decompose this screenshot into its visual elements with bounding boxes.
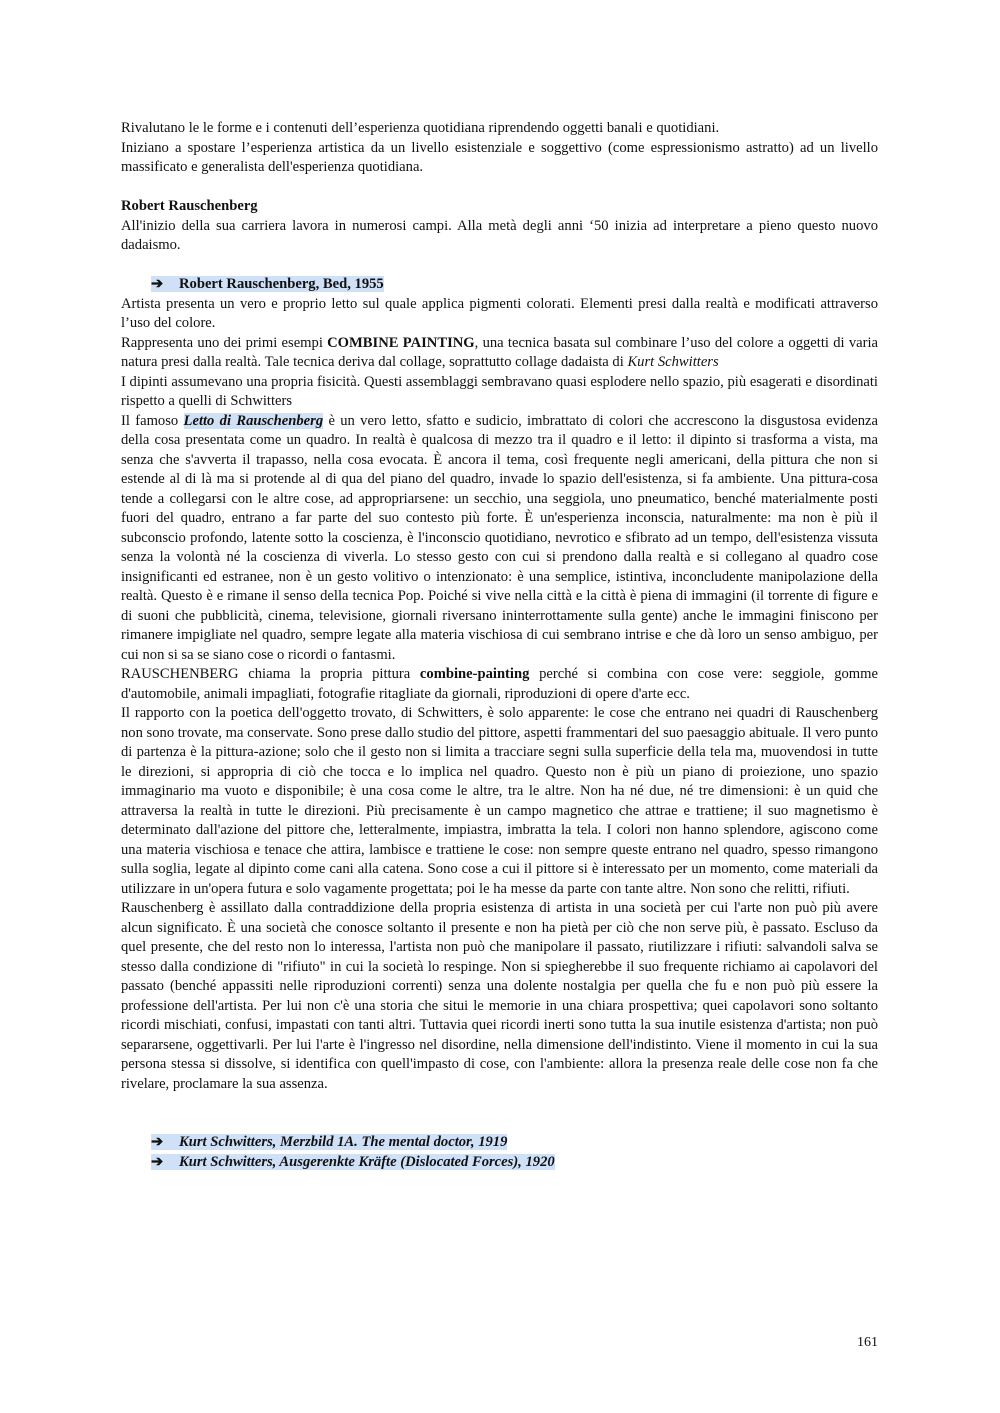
bullet-text: Kurt Schwitters, Ausgerenkte Kräfte (Dislocated Forces), 1920 [179,1153,555,1170]
section-intro: All'inizio della sua carriera lavora in numerosi campi. Alla metà degli anni ‘50 inizia ad interpretare a pieno questo nuovo dadaismo. [121,217,878,253]
paragraph-5 [121,665,878,704]
bullet-merzbild [121,1133,878,1153]
arrow-right-icon: ➔ [151,1134,164,1150]
paragraph-1: Artista presenta un vero e proprio letto sul quale applica pigmenti colorati. Elementi presi dalla realtà e modificati attraverso l’uso del colore. [121,295,878,331]
text-run: è un vero letto, sfatto e sudicio, imbrattato di colori che accrescono la disgustosa evidenza della cosa presentata come un quadro. In realtà è qualcosa di mezzo tra il quadro e il letto: il dipinto si trasforma a vista, ma senza che s'avverta il trapasso, nella cosa evocata. È ancora il tema, così frequente negli americani, della pittura che non si estende al di là ma si protende al di qua del piano del quadro, invade lo spazio dell'esistenza, si fa ambiente. Una pittura-cosa tende a collegarsi con le altre cose, ad appropriarsene: un secchio, una seggiola, uno pneumatico, benché materialmente posti fuori del quadro, entrano a far parte del suo contesto più forte. È un'esperienza inconscia, naturalmente: ma non è più il subconscio profondo, latente sotto la coscienza, è l'inconscio quotidiano, nevrotico e sfibrato ad un tempo, dell'esistenza vissuta senza la volontà né la coscienza di viverla. Lo stesso gesto con cui si prendono dalla realtà e si collegano al quadro cose insignificanti ed estranee, non è un gesto volitivo o intenzionato: è una semplice, istintiva, inconcludente manipolazione della realtà. Questo è e rimane il senso della tecnica Pop. Poiché si vive nella città e la città è piena di immagini (il torrente di figure e di suoni che pubblicità, cinema, televisione, giornali riversano ininterrottamente sulla gente) anche le immagini finiscono per rimanere impigliate nel quadro, sempre legate alla materia vischiosa di cui sembrano intrise e che dà loro un senso ambiguo, per cui non si sa se siano cose o ricordi o fantasmi. [121,412,878,663]
page-number: 161 [857,1335,878,1350]
bullet-artwork-bed [121,275,878,295]
paragraph-2 [121,334,878,373]
arrow-right-icon: ➔ [151,1153,164,1170]
term-combine-painting-lower: combine-painting [419,666,530,682]
spacer [121,1114,878,1134]
intro-line-1: Rivalutano le le forme e i contenuti dell’esperienza quotidiana riprendendo oggetti banali e quotidiani. [121,120,720,136]
bullet-ausgerenkte [121,1153,878,1173]
bullet-highlight [151,1154,555,1170]
paragraph-6: Il rapporto con la poetica dell'oggetto trovato, di Schwitters, è solo apparente: le cose che entrano nei quadri di Rauschenberg non sono trovate, ma conservate. Sono prese dallo studio del pittore, aspetti frammentari del suo paesaggio abituale. Il vero punto di partenza è la pittura-azione; solo che il gesto non si limita a tracciare segni sulla superficie della tela ma, muovendosi in tutte le direzioni, si appropria di ciò che tocca e lo implica nel quadro. Questo non è più un piano di proiezione, uno spazio immaginario ma vuoto e disponibile; è una cosa come le altre, tra le altre. Non ha né due, né tre dimensioni: è un quid che attraversa la realtà in tutte le direzioni. Più precisamente è un campo magnetico che attrae e trattiene; il suo magnetismo è determinato dall'azione del pittore che, letteralmente, impiastra, imbratta la tela. I colori non hanno splendore, agiscono come una materia vischiosa e tenace che attira, lambisce e trattiene le cose: non sempre queste entrano nel quadro, spesso rimangono sulla soglia, legate al dipinto come cani alla catena. Sono cose a cui il pittore si è interessato per un momento, come materiali da utilizzare in un'opera futura e solo vagamente progettata; poi le ha messe da parte con tante altre. Non sono che relitti, rifiuti. [121,705,878,897]
document-body [121,119,878,1172]
paragraph-3: I dipinti assumevano una propria fisicità. Questi assemblaggi sembravano quasi esplodere nello spazio, più esagerati e disordinati rispetto a quelli di Schwitters [121,373,878,409]
spacer [121,1094,878,1114]
text-run: RAUSCHENBERG chiama la propria pittura [121,666,420,682]
text-run: , una tecnica basata sul combinare l’uso del colore a oggetti di varia natura presi dalla realtà. Tale tecnica deriva dal collage, soprattutto collage dadaista di [121,334,878,370]
section-title: Robert Rauschenberg [121,198,258,214]
paragraph-4 [121,412,878,666]
term-combine-painting: COMBINE PAINTING [327,334,475,351]
text-run: Rappresenta uno dei primi esempi [121,334,328,351]
paragraph-7: Rauschenberg è assillato dalla contraddizione della propria esistenza di artista in una società per cui l'arte non può più avere alcun significato. È una società che conosce soltanto il presente e non ha pietà per ciò che non serve più, è passato. Escluso da quel presente, che del resto non lo interessa, l'artista non può che manipolare il passato, riutilizzare i rifiuti: salvandoli salva se stesso dalla condizione di "rifiuto" in cui la società lo respinge. Non si spiegherebbe il suo frequente richiamo ai capolavori del passato (benché appassiti nelle riproduzioni correnti) senza una dolente nostalgia per quella che fu e non può più essere la professione dell'artista. Per lui non c'è una storia che situi le memorie in una chiara prospettiva; quei capolavori sono soltanto ricordi mischiati, confusi, impastati con tanti altri. Tuttavia quei ricordi inerti sono tutta la sua inutile esistenza d'artista; non può separarsene, oggettivarli. Per lui l'arte è l'ingresso nel disordine, nella dimensione dell'indistinto. Viene il momento in cui la sua persona stessa si dissolve, si identifica con quell'impasto di cose, con l'ambiente: allora la presenza reale delle cose non fa che rivelare, proclamare la sua assenza. [121,900,878,1092]
text-run: Il famoso [121,412,184,429]
bullet-highlight [151,1134,507,1150]
bullet-text: Kurt Schwitters, Merzbild 1A. The mental doctor, 1919 [179,1134,508,1150]
text-run: perché si combina con cose vere: seggiole, gomme d'automobile, animali impagliati, fotografie ritagliate da giornali, riproduzioni di opere d'arte ecc. [121,666,878,702]
bullet-highlight [151,276,384,292]
spacer [121,178,878,198]
spacer [121,256,878,276]
intro-line-2: Iniziano a spostare l’esperienza artistica da un livello esistenziale e soggettivo (come espressionismo astratto) ad un livello massificato e generalista dell'esperienza quotidiana. [121,139,878,175]
arrow-right-icon: ➔ [151,276,164,292]
artist-name-italic: Kurt Schwitters [627,354,719,370]
bullet-text: Robert Rauschenberg, Bed, 1955 [179,276,384,292]
highlight-letto: Letto di Rauschenberg [183,412,324,429]
